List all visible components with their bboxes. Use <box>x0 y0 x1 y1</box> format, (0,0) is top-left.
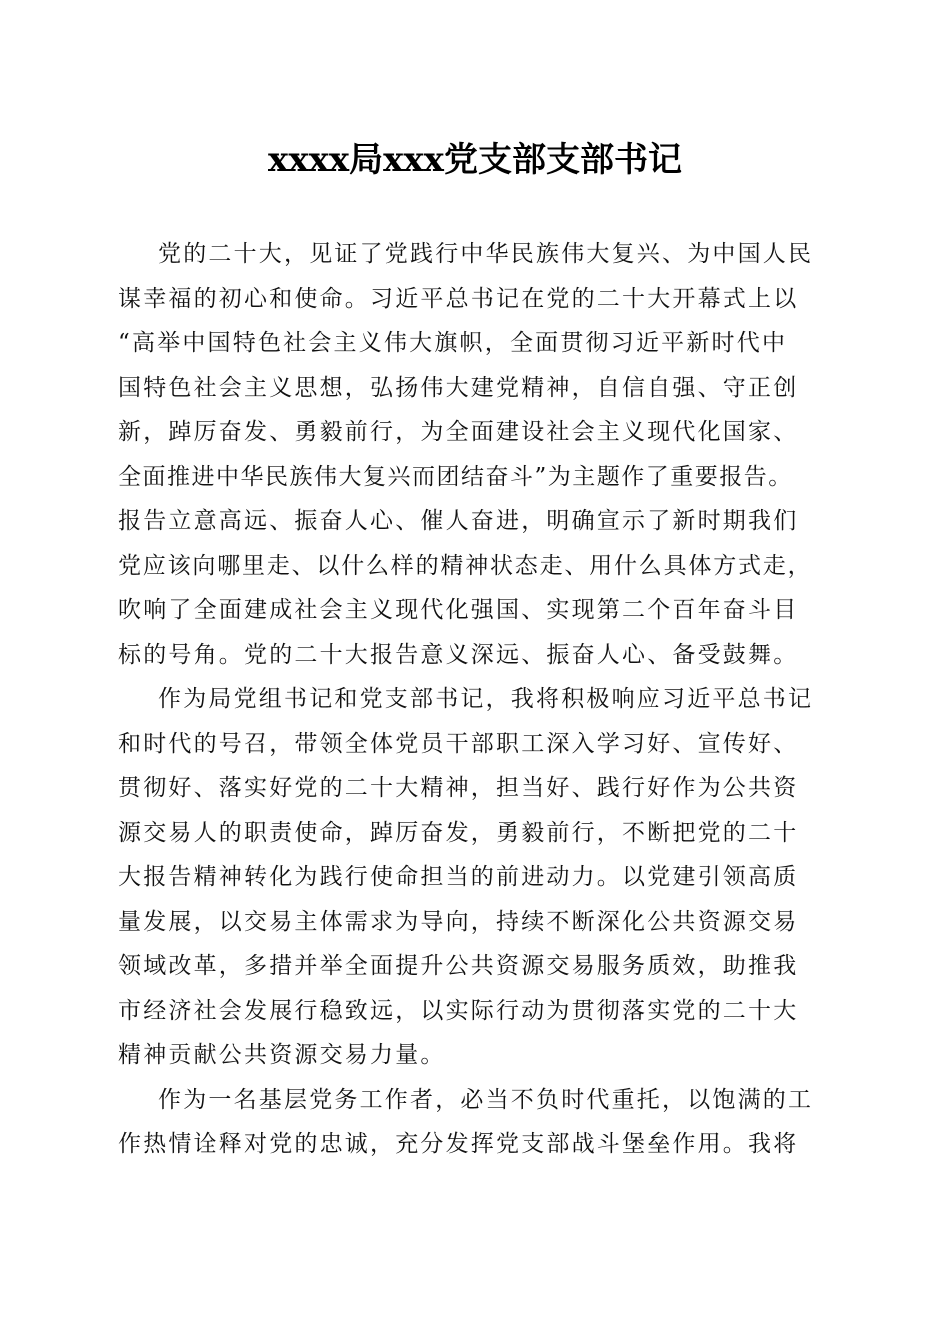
text-line: 谋幸福的初心和使命。习近平总书记在党的二十大开幕式上以 <box>118 285 799 312</box>
text-line: 新，踔厉奋发、勇毅前行，为全面建设社会主义现代化国家、 <box>118 419 799 445</box>
text-line: 全面推进中华民族伟大复兴而团结奋斗”为主题作了重要报告。 <box>118 463 793 490</box>
text-line: 领域改革，多措并举全面提升公共资源交易服务质效，助推我 <box>118 953 799 979</box>
text-line: 源交易人的职责使命，踔厉奋发，勇毅前行，不断把党的二十 <box>118 819 799 846</box>
text-line: 党应该向哪里走、以什么样的精神状态走、用什么具体方式走， <box>118 552 813 579</box>
document-body <box>118 232 848 1167</box>
paragraph-1 <box>118 232 848 677</box>
text-line: 吹响了全面建成社会主义现代化强国、实现第二个百年奋斗目 <box>118 597 799 623</box>
document-title: xxxx局xxx党支部支部书记 <box>268 140 682 180</box>
text-line: 贯彻好、落实好党的二十大精神，担当好、践行好作为公共资 <box>118 775 799 801</box>
text-line: 市经济社会发展行稳致远，以实际行动为贯彻落实党的二十大 <box>118 997 799 1024</box>
paragraph-3 <box>118 1078 848 1167</box>
paragraph-2 <box>118 677 848 1078</box>
text-line: “高举中国特色社会主义伟大旗帜，全面贯彻习近平新时代中 <box>118 330 788 356</box>
text-line: 标的号角。党的二十大报告意义深远、振奋人心、备受鼓舞。 <box>118 641 799 668</box>
text-line: 报告立意高远、振奋人心、催人奋进，明确宣示了新时期我们 <box>118 508 799 534</box>
text-line: 作热情诠释对党的忠诚，充分发挥党支部战斗堡垒作用。我将 <box>118 1131 799 1157</box>
text-line: 作为局党组书记和党支部书记，我将积极响应习近平总书记 <box>158 686 814 712</box>
text-line: 量发展，以交易主体需求为导向，持续不断深化公共资源交易 <box>118 908 799 935</box>
text-line: 大报告精神转化为践行使命担当的前进动力。以党建引领高质 <box>118 864 799 890</box>
text-line: 精神贡献公共资源交易力量。 <box>118 1042 446 1068</box>
text-line: 和时代的号召，带领全体党员干部职工深入学习好、宣传好、 <box>118 730 799 757</box>
text-line: 国特色社会主义思想，弘扬伟大建党精神，自信自强、守正创 <box>118 374 799 401</box>
text-line: 党的二十大，见证了党践行中华民族伟大复兴、为中国人民 <box>158 241 814 267</box>
text-line: 作为一名基层党务工作者，必当不负时代重托，以饱满的工 <box>158 1086 814 1113</box>
